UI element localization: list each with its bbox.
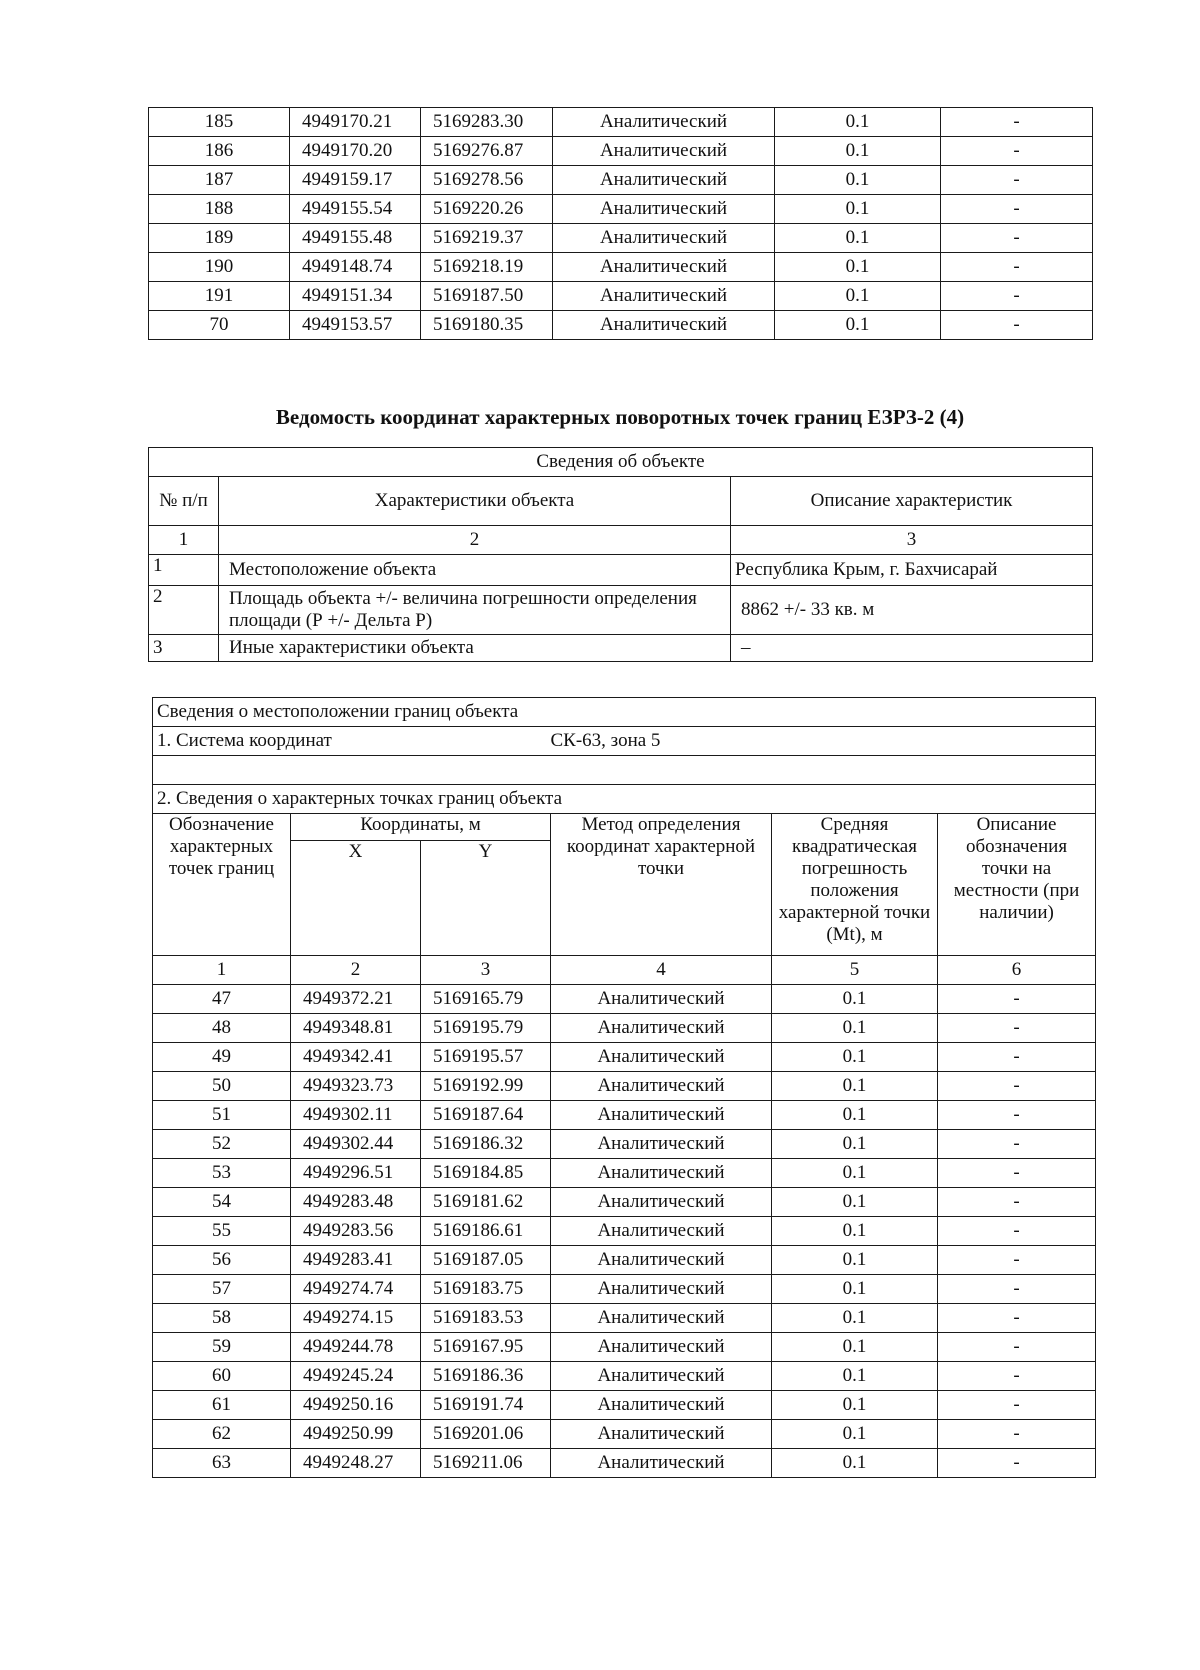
method-cell: Аналитический [551,1362,772,1391]
num-cell: 1 [153,956,291,985]
description-cell: - [938,1449,1096,1478]
error-cell: 0.1 [775,224,941,253]
y-coordinate-cell: 5169165.79 [421,985,551,1014]
x-coordinate-cell: 4949244.78 [291,1333,421,1362]
description-cell: - [938,1217,1096,1246]
object-section-title: Сведения об объекте [149,448,1093,477]
y-coordinate-cell: 5169186.32 [421,1130,551,1159]
table-row [153,1159,1096,1188]
info-row-value: Республика Крым, г. Бахчисарай [731,555,1093,586]
num-cell: 5 [772,956,938,985]
y-coordinate-cell: 5169283.30 [421,108,553,137]
coordinates-header: Координаты, м [291,814,551,841]
point-number-cell: 63 [153,1449,291,1478]
method-cell: Аналитический [551,1101,772,1130]
y-coordinate-cell: 5169187.50 [421,282,553,311]
x-coordinate-cell: 4949245.24 [291,1362,421,1391]
x-coordinate-cell: 4949348.81 [291,1014,421,1043]
point-number-cell: 48 [153,1014,291,1043]
point-number-cell: 49 [153,1043,291,1072]
table-row [153,1391,1096,1420]
y-coordinate-cell: 5169218.19 [421,253,553,282]
method-cell: Аналитический [553,224,775,253]
method-cell: Аналитический [551,1159,772,1188]
point-number-cell: 189 [149,224,290,253]
point-number-cell: 52 [153,1130,291,1159]
description-cell: - [941,224,1093,253]
error-cell: 0.1 [775,253,941,282]
y-coordinate-cell: 5169195.79 [421,1014,551,1043]
error-cell: 0.1 [772,1072,938,1101]
y-coordinate-cell: 5169186.61 [421,1217,551,1246]
y-coordinate-cell: 5169201.06 [421,1420,551,1449]
y-coordinate-cell: 5169187.05 [421,1246,551,1275]
description-cell: - [938,1043,1096,1072]
point-number-cell: 188 [149,195,290,224]
num-cell: 6 [938,956,1096,985]
location-section-title: Сведения о местоположении границ объекта [153,698,1096,727]
designation-header: Обозначение характерных точек границ [153,814,291,956]
point-number-cell: 47 [153,985,291,1014]
error-cell: 0.1 [772,1130,938,1159]
x-coordinate-cell: 4949170.20 [290,137,421,166]
y-coordinate-cell: 5169187.64 [421,1101,551,1130]
y-coordinate-cell: 5169195.57 [421,1043,551,1072]
error-cell: 0.1 [772,1188,938,1217]
x-coordinate-cell: 4949250.99 [291,1420,421,1449]
description-cell: - [938,985,1096,1014]
table-row [149,224,1093,253]
method-cell: Аналитический [551,1188,772,1217]
table-row [153,1217,1096,1246]
x-coordinate-cell: 4949283.41 [291,1246,421,1275]
info-row-value: – [731,635,1093,662]
point-number-cell: 187 [149,166,290,195]
point-number-cell: 54 [153,1188,291,1217]
y-coordinate-cell: 5169276.87 [421,137,553,166]
table-row [149,282,1093,311]
coordinates-table-body [153,985,1096,1478]
coordinate-system-label: 1. Система координат [153,727,551,756]
table-row [153,985,1096,1014]
description-cell: - [938,1014,1096,1043]
point-number-cell: 51 [153,1101,291,1130]
description-cell: - [938,1362,1096,1391]
description-cell: - [938,1275,1096,1304]
method-cell: Аналитический [551,1304,772,1333]
method-cell: Аналитический [551,1275,772,1304]
table-row [153,1420,1096,1449]
object-info-table [148,447,1093,662]
x-header: X [291,841,421,956]
x-coordinate-cell: 4949283.56 [291,1217,421,1246]
x-coordinate-cell: 4949153.57 [290,311,421,340]
method-cell: Аналитический [551,1391,772,1420]
x-coordinate-cell: 4949283.48 [291,1188,421,1217]
point-number-cell: 62 [153,1420,291,1449]
y-coordinate-cell: 5169167.95 [421,1333,551,1362]
point-number-cell: 59 [153,1333,291,1362]
y-coordinate-cell: 5169192.99 [421,1072,551,1101]
description-cell: - [938,1246,1096,1275]
table-row [153,1304,1096,1333]
point-number-cell: 191 [149,282,290,311]
error-cell: 0.1 [772,1275,938,1304]
col-description-header: Описание характеристик [731,477,1093,526]
num-cell: 2 [291,956,421,985]
document-title: Ведомость координат характерных поворотных точек границ ЕЗРЗ-2 (4) [275,405,965,429]
point-number-cell: 186 [149,137,290,166]
boundary-coordinates-table [152,697,1096,1478]
table-row [153,1072,1096,1101]
description-cell: - [938,1101,1096,1130]
x-coordinate-cell: 4949342.41 [291,1043,421,1072]
table-row [153,1043,1096,1072]
method-cell: Аналитический [553,166,775,195]
x-coordinate-cell: 4949372.21 [291,985,421,1014]
info-row-number: 1 [149,555,219,586]
x-coordinate-cell: 4949155.48 [290,224,421,253]
y-coordinate-cell: 5169219.37 [421,224,553,253]
description-cell: - [938,1188,1096,1217]
error-cell: 0.1 [775,166,941,195]
empty-row [153,756,1096,785]
method-cell: Аналитический [551,985,772,1014]
error-cell: 0.1 [772,1304,938,1333]
method-cell: Аналитический [551,1014,772,1043]
table-row [153,1362,1096,1391]
error-cell: 0.1 [772,1159,938,1188]
table-row [153,1246,1096,1275]
table-row [149,137,1093,166]
description-cell: - [941,253,1093,282]
table-row [153,1101,1096,1130]
description-cell: - [938,1130,1096,1159]
y-coordinate-cell: 5169181.62 [421,1188,551,1217]
x-coordinate-cell: 4949296.51 [291,1159,421,1188]
x-coordinate-cell: 4949274.74 [291,1275,421,1304]
description-header: Описание обозначения точки на местности (при наличии) [938,814,1096,956]
description-cell: - [941,108,1093,137]
num-cell: 4 [551,956,772,985]
y-coordinate-cell: 5169220.26 [421,195,553,224]
error-cell: 0.1 [772,1246,938,1275]
method-cell: Аналитический [553,282,775,311]
point-number-cell: 58 [153,1304,291,1333]
num-cell: 3 [421,956,551,985]
point-number-cell: 56 [153,1246,291,1275]
error-cell: 0.1 [772,1391,938,1420]
table-row [153,1333,1096,1362]
point-number-cell: 60 [153,1362,291,1391]
point-number-cell: 53 [153,1159,291,1188]
table-row [153,1449,1096,1478]
description-cell: - [938,1072,1096,1101]
error-cell: 0.1 [772,1333,938,1362]
error-cell: 0.1 [772,1420,938,1449]
method-cell: Аналитический [551,1072,772,1101]
x-coordinate-cell: 4949151.34 [290,282,421,311]
method-cell: Аналитический [553,253,775,282]
col-number-header: № п/п [149,477,219,526]
error-cell: 0.1 [772,1362,938,1391]
description-cell: - [938,1391,1096,1420]
description-cell: - [941,195,1093,224]
method-cell: Аналитический [553,195,775,224]
error-cell: 0.1 [772,985,938,1014]
info-num-cell: 3 [731,526,1093,555]
error-cell: 0.1 [772,1449,938,1478]
y-coordinate-cell: 5169183.75 [421,1275,551,1304]
description-cell: - [938,1304,1096,1333]
y-coordinate-cell: 5169191.74 [421,1391,551,1420]
x-coordinate-cell: 4949155.54 [290,195,421,224]
description-cell: - [941,166,1093,195]
error-cell: 0.1 [775,311,941,340]
x-coordinate-cell: 4949170.21 [290,108,421,137]
description-cell: - [938,1420,1096,1449]
table-row [149,166,1093,195]
point-number-cell: 70 [149,311,290,340]
point-number-cell: 50 [153,1072,291,1101]
method-cell: Аналитический [551,1449,772,1478]
method-cell: Аналитический [551,1246,772,1275]
table-row [149,311,1093,340]
col-characteristics-header: Характеристики объекта [219,477,731,526]
error-cell: 0.1 [775,195,941,224]
point-number-cell: 185 [149,108,290,137]
y-coordinate-cell: 5169184.85 [421,1159,551,1188]
error-cell: 0.1 [772,1014,938,1043]
table-row [149,108,1093,137]
x-coordinate-cell: 4949274.15 [291,1304,421,1333]
error-cell: 0.1 [775,282,941,311]
point-number-cell: 190 [149,253,290,282]
info-row-number: 2 [149,586,219,635]
x-coordinate-cell: 4949323.73 [291,1072,421,1101]
table-row [149,253,1093,282]
points-section-title: 2. Сведения о характерных точках границ объекта [153,785,1096,814]
method-cell: Аналитический [553,137,775,166]
info-num-cell: 1 [149,526,219,555]
table-row [153,1130,1096,1159]
info-row-name: Площадь объекта +/- величина погрешности определения площади (Р +/- Дельта Р) [219,586,731,635]
info-num-cell: 2 [219,526,731,555]
x-coordinate-cell: 4949159.17 [290,166,421,195]
y-coordinate-cell: 5169186.36 [421,1362,551,1391]
top-table-body [149,108,1093,340]
table-row [153,1188,1096,1217]
y-header: Y [421,841,551,956]
top-coordinates-table [148,107,1093,340]
error-cell: 0.1 [772,1043,938,1072]
info-row-number: 3 [149,635,219,662]
info-row-name: Местоположение объекта [219,555,731,586]
y-coordinate-cell: 5169211.06 [421,1449,551,1478]
description-cell: - [938,1159,1096,1188]
method-cell: Аналитический [553,311,775,340]
x-coordinate-cell: 4949148.74 [290,253,421,282]
description-cell: - [938,1333,1096,1362]
method-cell: Аналитический [553,108,775,137]
description-cell: - [941,282,1093,311]
error-cell: 0.1 [772,1101,938,1130]
method-cell: Аналитический [551,1130,772,1159]
point-number-cell: 55 [153,1217,291,1246]
table-row [153,1014,1096,1043]
point-number-cell: 61 [153,1391,291,1420]
y-coordinate-cell: 5169180.35 [421,311,553,340]
method-cell: Аналитический [551,1217,772,1246]
description-cell: - [941,137,1093,166]
y-coordinate-cell: 5169278.56 [421,166,553,195]
method-cell: Аналитический [551,1043,772,1072]
x-coordinate-cell: 4949248.27 [291,1449,421,1478]
description-cell: - [941,311,1093,340]
method-header: Метод определения координат характерной точки [551,814,772,956]
y-coordinate-cell: 5169183.53 [421,1304,551,1333]
error-cell: 0.1 [772,1217,938,1246]
x-coordinate-cell: 4949250.16 [291,1391,421,1420]
info-row-value: 8862 +/- 33 кв. м [731,586,1093,635]
error-cell: 0.1 [775,108,941,137]
x-coordinate-cell: 4949302.11 [291,1101,421,1130]
error-header: Средняя квадратическая погрешность положения характерной точки (Mt), м [772,814,938,956]
method-cell: Аналитический [551,1420,772,1449]
error-cell: 0.1 [775,137,941,166]
info-row-name: Иные характеристики объекта [219,635,731,662]
table-row [153,1275,1096,1304]
method-cell: Аналитический [551,1333,772,1362]
point-number-cell: 57 [153,1275,291,1304]
x-coordinate-cell: 4949302.44 [291,1130,421,1159]
coordinate-system-value: СК-63, зона 5 [551,727,1096,756]
table-row [149,195,1093,224]
